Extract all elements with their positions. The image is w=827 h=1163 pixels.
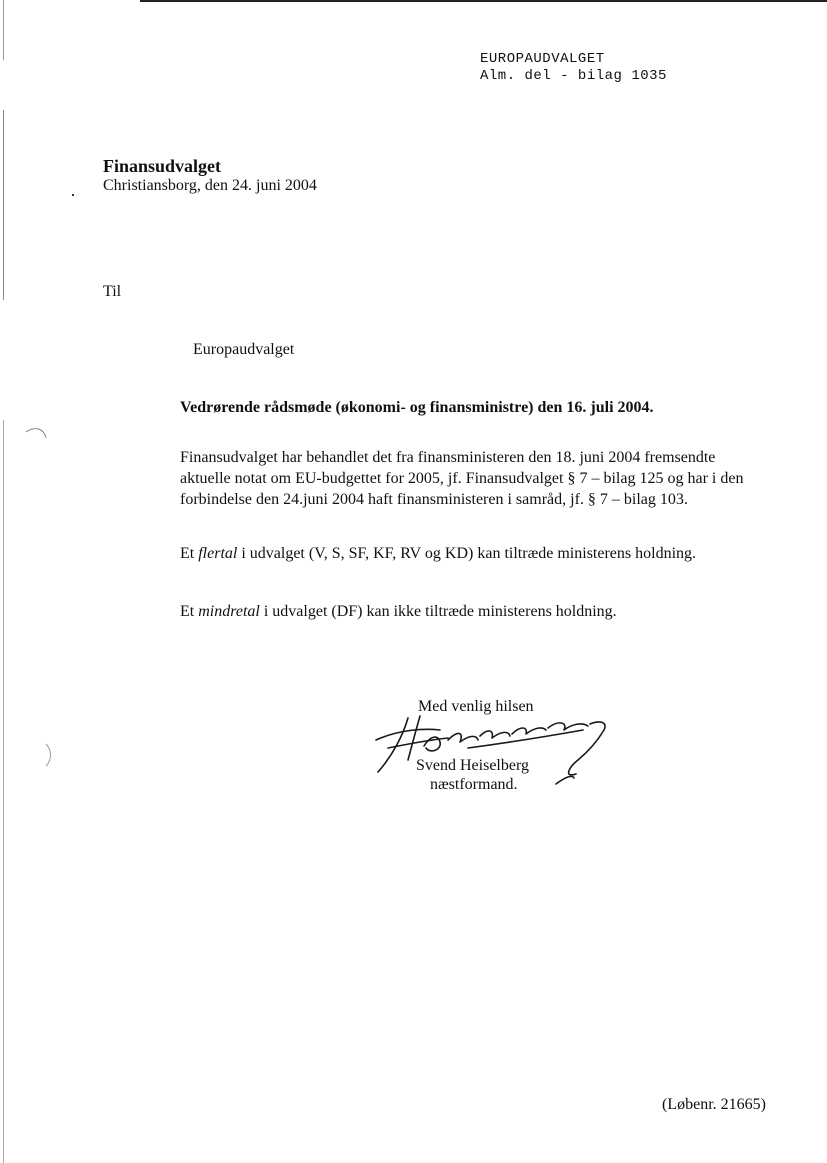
minority-statement xyxy=(180,603,617,621)
majority-prefix: Et xyxy=(180,545,199,562)
minority-prefix: Et xyxy=(180,603,199,620)
majority-emphasis: flertal xyxy=(198,545,238,562)
paragraph-line: Finansudvalget har behandlet det fra finansministeren den 18. juni 2004 fremsendte xyxy=(180,449,716,466)
signer-name: Svend Heiselberg xyxy=(416,757,530,774)
archive-stamp xyxy=(480,51,667,85)
paragraph-line: forbindelse den 24.juni 2004 haft finansministeren i samråd, jf. § 7 – bilag 103. xyxy=(180,491,688,508)
recipient: Europaudvalget xyxy=(193,341,295,358)
minority-rest: i udvalget (DF) kan ikke tiltræde ministerens holdning. xyxy=(259,603,617,620)
to-label: Til xyxy=(103,283,122,300)
closing-salutation: Med venlig hilsen xyxy=(418,698,534,715)
margin-bracket-mark xyxy=(22,424,52,454)
scan-border-line xyxy=(140,0,827,2)
stamp-line-1: EUROPAUDVALGET xyxy=(480,51,605,67)
subject-line: Vedrørende rådsmøde (økonomi- og finansministre) den 16. juli 2004. xyxy=(180,399,654,416)
signer-title: næstformand. xyxy=(430,776,518,793)
majority-rest: i udvalget (V, S, SF, KF, RV og KD) kan tiltræde ministerens holdning. xyxy=(237,545,697,562)
majority-statement xyxy=(180,545,696,563)
stamp-line-2: Alm. del - bilag 1035 xyxy=(480,68,667,84)
place-date: Christiansborg, den 24. juni 2004 xyxy=(103,177,317,194)
margin-bracket-mark xyxy=(40,740,60,770)
scan-speck xyxy=(72,194,74,196)
paragraph-line: aktuelle notat om EU-budgettet for 2005, jf. Finansudvalget § 7 – bilag 125 og har i den xyxy=(180,470,744,487)
sender-committee: Finansudvalget xyxy=(103,156,222,176)
scan-left-edge xyxy=(3,0,4,1163)
body-paragraph xyxy=(180,447,780,510)
minority-emphasis: mindretal xyxy=(198,603,260,620)
reference-number: (Løbenr. 21665) xyxy=(662,1096,766,1113)
